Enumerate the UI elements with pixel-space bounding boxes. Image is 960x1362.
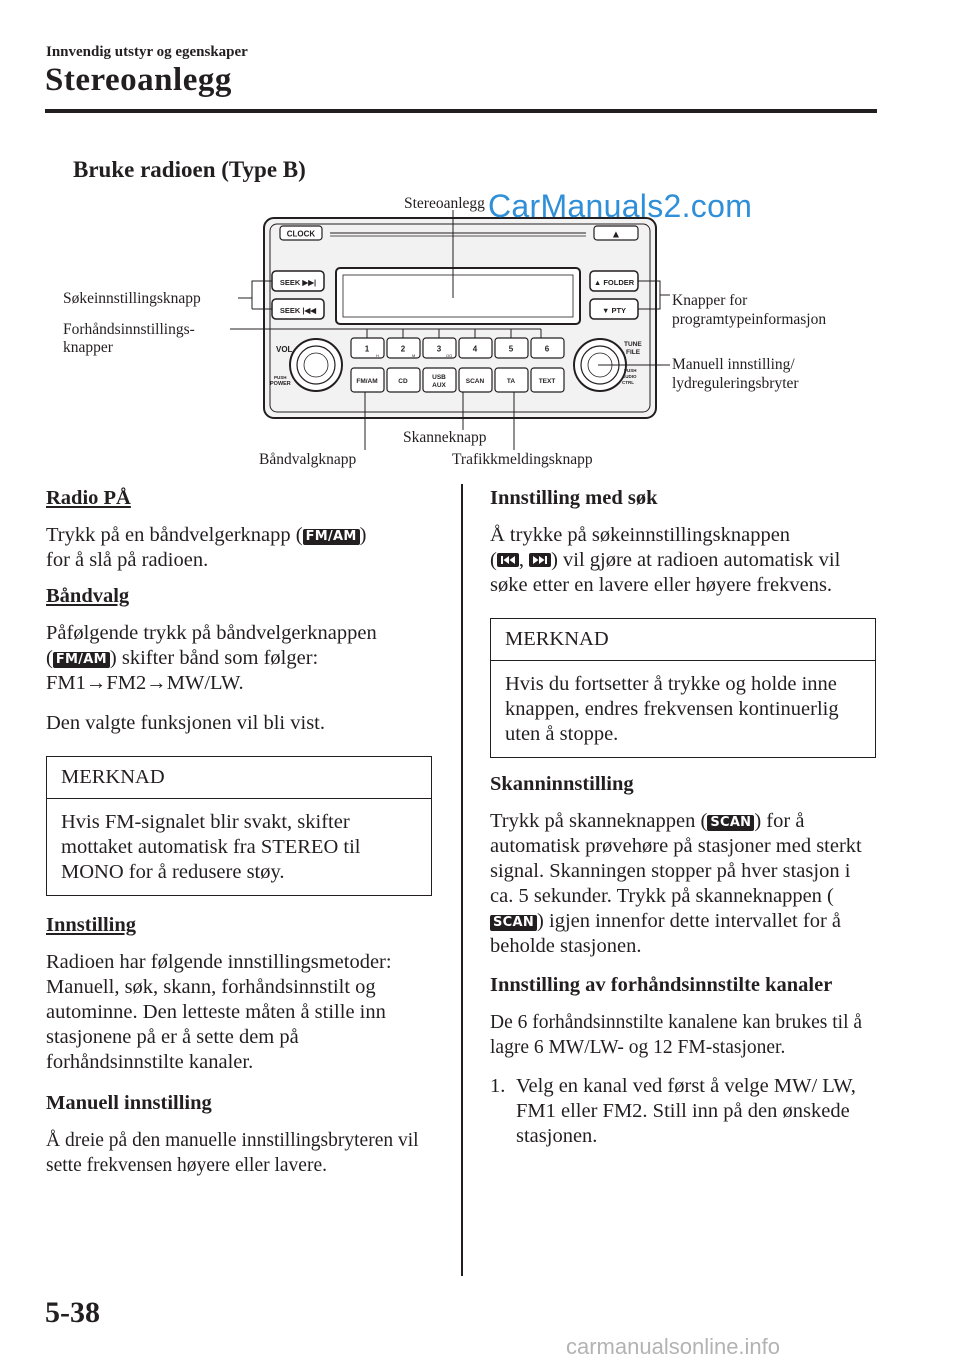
heading-preset: Innstilling av forhåndsinnstilte kanaler (490, 974, 833, 996)
svg-text:TUNE: TUNE (624, 341, 642, 348)
label-preset-1: Forhåndsinnstillings- (63, 321, 195, 338)
radio-panel-illustration (0, 0, 960, 480)
heading-seek: Innstilling med søk (490, 487, 658, 509)
svg-text:SCAN: SCAN (465, 378, 485, 385)
column-divider (461, 484, 463, 1276)
paragraph-band: Påfølgende trykk på båndvelgerknappen ( FM/AM ) skifter bånd som følger: FM1→FM2→MW/LW. (46, 622, 377, 694)
section-label: Innvendig utstyr og egenskaper (46, 44, 248, 60)
scan-icon: SCAN (707, 815, 754, 831)
svg-text:▼ PTY: ▼ PTY (601, 306, 627, 315)
paragraph-seek: Å trykke på søkeinnstillingsknappen ( , ) vil gjøre at radioen automatisk vil søke etter en lavere eller høyere frekvens. (490, 524, 841, 596)
label-manual-2: lydreguleringsbryter (672, 375, 799, 392)
volume-knob (290, 339, 342, 391)
svg-text:AUX: AUX (432, 382, 446, 389)
svg-text:SEEK |◀◀: SEEK |◀◀ (279, 306, 317, 315)
heading-radio-on: Radio PÅ (46, 487, 131, 509)
note-body: Hvis FM-signalet blir svakt, skifter mottaket automatisk fra STEREO til MONO for å redusere støy. (61, 811, 361, 883)
label-pty-1: Knapper for (672, 292, 748, 309)
label-preset-2: knapper (63, 339, 113, 356)
svg-text:OO: OO (446, 353, 453, 358)
svg-text:H: H (376, 353, 379, 358)
svg-text:TEXT: TEXT (538, 378, 556, 385)
svg-text:4: 4 (472, 344, 478, 354)
svg-text:5: 5 (508, 344, 514, 354)
note-heading: MERKNAD (491, 619, 875, 661)
paragraph-band-shown: Den valgte funksjonen vil bli vist. (46, 712, 325, 734)
svg-text:1: 1 (364, 344, 370, 354)
heading-tuning: Innstilling (46, 914, 137, 936)
svg-text:VOL: VOL (276, 345, 293, 354)
note-heading: MERKNAD (47, 757, 431, 799)
svg-text:USB: USB (432, 374, 446, 381)
label-seek-button: Søkeinnstillingsknapp (63, 290, 201, 307)
svg-text:▲: ▲ (612, 229, 620, 239)
list-item: 1. Velg en kanal ved først å velge MW/ LW, FM1 eller FM2. Still inn på den ønskede stasjonen. (490, 1075, 856, 1147)
paragraph-preset: De 6 forhåndsinnstilte kanalene kan brukes til å lagre 6 MW/LW- og 12 FM-stasjoner. (490, 1012, 863, 1058)
fm-am-icon: FM/AM (53, 652, 110, 668)
heading-manual: Manuell innstilling (46, 1092, 212, 1114)
svg-text:TA: TA (506, 378, 516, 385)
svg-text:SEEK ▶▶|: SEEK ▶▶| (279, 278, 317, 287)
figure-title: Bruke radioen (Type B) (73, 157, 306, 182)
svg-text:FM/AM: FM/AM (356, 378, 378, 385)
heading-scan: Skanninnstilling (490, 773, 634, 795)
page-number: 5-38 (45, 1296, 100, 1329)
fm-am-icon: FM/AM (303, 529, 360, 545)
note-box-seek (490, 618, 876, 758)
label-band: Båndvalgknapp (259, 451, 357, 468)
label-stereo: Stereoanlegg (404, 195, 485, 212)
paragraph-manual: Å dreie på den manuelle innstillingsbryteren vil sette frekvensen høyere eller lavere. (46, 1130, 419, 1176)
paragraph-radio-on: Trykk på en båndvelgerknapp ( FM/AM ) for å slå på radioen. (46, 524, 367, 571)
svg-text:3: 3 (436, 344, 442, 354)
svg-text:6: 6 (544, 344, 550, 354)
label-manual-1: Manuell innstilling/ (672, 356, 795, 373)
seek-up-icon (529, 553, 551, 567)
svg-text:M: M (412, 353, 416, 358)
svg-text:CTRL: CTRL (622, 380, 634, 385)
svg-text:PUSH: PUSH (274, 375, 287, 380)
label-pty-2: programtypeinformasjon (672, 311, 827, 328)
watermark: CarManuals2.com (488, 188, 753, 224)
right-column (490, 486, 876, 1149)
seek-down-icon (497, 553, 519, 567)
note-body: Hvis du fortsetter å trykke og holde inne knappen, endres frekvensen kontinuerlig uten å stoppe. (505, 673, 839, 745)
note-box-fm (46, 756, 432, 896)
svg-text:PUSH: PUSH (624, 368, 637, 373)
svg-text:▲ FOLDER: ▲ FOLDER (593, 278, 635, 287)
svg-text:CD: CD (398, 378, 408, 385)
svg-text:2: 2 (400, 344, 406, 354)
label-scan: Skanneknapp (403, 429, 487, 446)
page-title: Stereoanlegg (45, 62, 232, 98)
display (336, 268, 580, 324)
svg-text:FILE: FILE (626, 349, 641, 356)
scan-icon: SCAN (490, 915, 537, 931)
svg-text:POWER: POWER (270, 381, 291, 387)
clock-label: CLOCK (286, 229, 316, 239)
left-column (46, 486, 432, 1189)
footer-watermark: carmanualsonline.info (566, 1334, 781, 1359)
svg-text:AUDIO: AUDIO (622, 374, 637, 379)
label-ta: Trafikkmeldingsknapp (452, 451, 593, 468)
paragraph-scan: Trykk på skanneknappen ( SCAN ) for å automatisk prøvehøre på stasjoner med sterkt signal. Skanningen stopper på hver stasjon i ca. 5 sekunder. Trykk på skanneknappen (SCAN ) igjen innenfor dette intervallet for å beholde stasjonen. (490, 810, 862, 957)
paragraph-tuning: Radioen har følgende innstillingsmetoder: Manuell, søk, skann, forhåndsinnstilt og autominne. Den letteste måten å stille inn stasjonene på er å sette dem på forhåndsinnstilte kanaler. (46, 951, 392, 1073)
heading-band: Båndvalg (46, 585, 130, 607)
preset-steps (490, 1074, 876, 1149)
